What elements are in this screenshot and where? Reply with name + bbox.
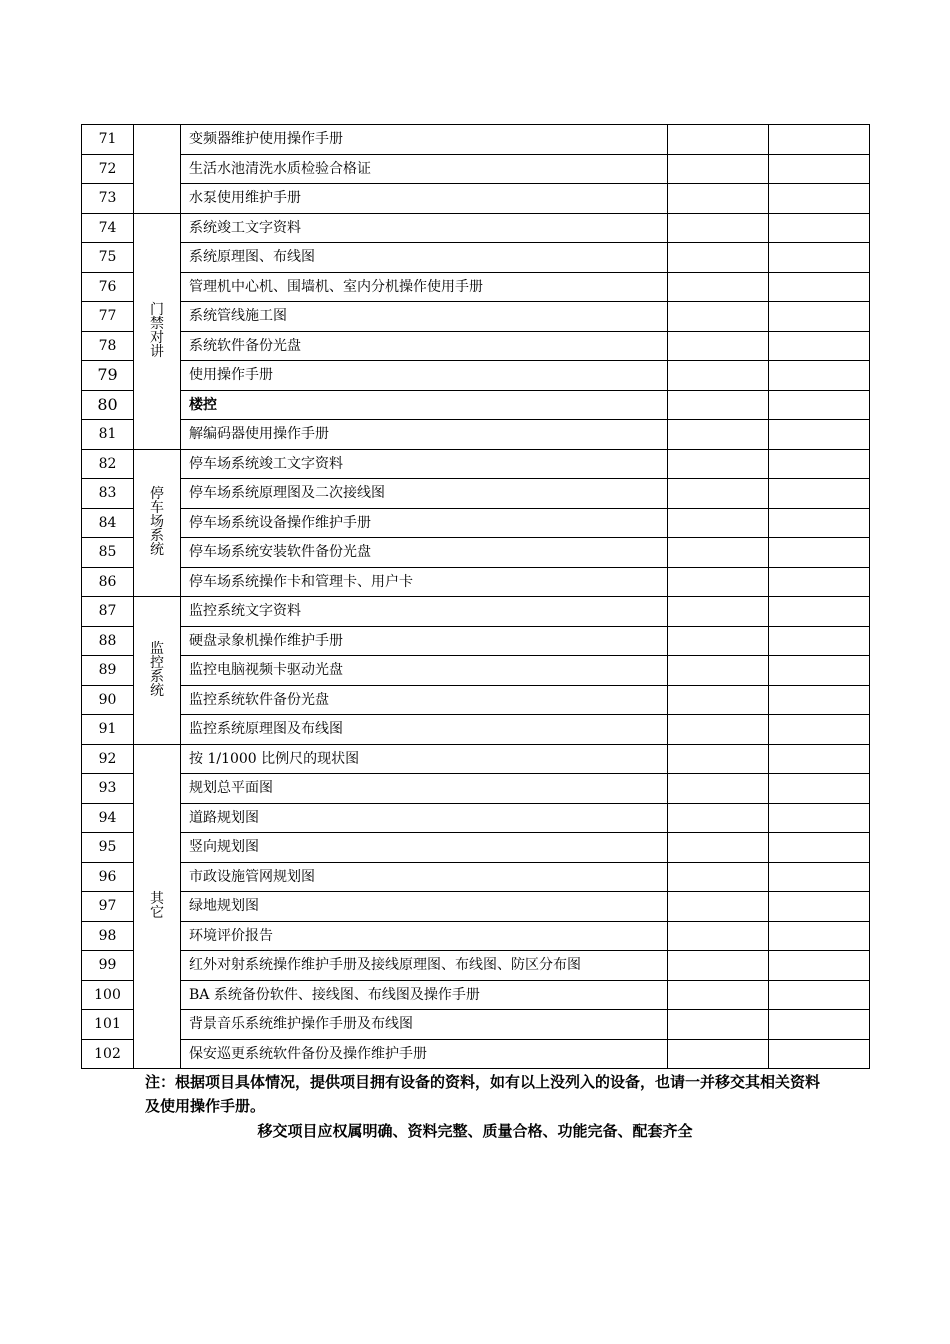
row-number: 76 — [82, 272, 134, 302]
row-number: 71 — [82, 125, 134, 155]
row-number: 75 — [82, 243, 134, 273]
row-blank-cell — [668, 744, 769, 774]
table-row — [82, 331, 870, 361]
row-blank-cell — [668, 567, 769, 597]
table-row — [82, 272, 870, 302]
row-item: 系统管线施工图 — [181, 302, 668, 332]
row-item: 红外对射系统操作维护手册及接线原理图、布线图、防区分布图 — [181, 951, 668, 981]
table-row — [82, 951, 870, 981]
row-number: 95 — [82, 833, 134, 863]
row-number: 102 — [82, 1039, 134, 1069]
table-row — [82, 892, 870, 922]
table-row — [82, 980, 870, 1010]
row-blank-cell — [769, 862, 870, 892]
row-item: 生活水池清洗水质检验合格证 — [181, 154, 668, 184]
row-blank-cell — [769, 243, 870, 273]
row-blank-cell — [769, 479, 870, 509]
row-blank-cell — [769, 892, 870, 922]
table-row — [82, 243, 870, 273]
row-item: 系统原理图、布线图 — [181, 243, 668, 273]
row-blank-cell — [668, 479, 769, 509]
row-number: 83 — [82, 479, 134, 509]
row-number: 91 — [82, 715, 134, 745]
row-blank-cell — [769, 449, 870, 479]
row-number: 97 — [82, 892, 134, 922]
row-number: 85 — [82, 538, 134, 568]
table-row — [82, 449, 870, 479]
row-blank-cell — [668, 154, 769, 184]
row-item: 环境评价报告 — [181, 921, 668, 951]
category-parking: 停车场系统 — [134, 449, 181, 597]
row-blank-cell — [668, 272, 769, 302]
row-item: 背景音乐系统维护操作手册及布线图 — [181, 1010, 668, 1040]
row-item: 监控系统原理图及布线图 — [181, 715, 668, 745]
row-item: 变频器维护使用操作手册 — [181, 125, 668, 155]
row-blank-cell — [769, 272, 870, 302]
row-blank-cell — [769, 420, 870, 450]
category-access: 门禁对讲 — [134, 213, 181, 449]
row-item: 停车场系统竣工文字资料 — [181, 449, 668, 479]
category-other: 其它 — [134, 744, 181, 1069]
row-blank-cell — [769, 331, 870, 361]
row-number: 74 — [82, 213, 134, 243]
row-item: 硬盘录象机操作维护手册 — [181, 626, 668, 656]
table-row — [82, 508, 870, 538]
row-blank-cell — [769, 184, 870, 214]
row-blank-cell — [668, 626, 769, 656]
table-row — [82, 361, 870, 391]
row-item: 市政设施管网规划图 — [181, 862, 668, 892]
row-number: 86 — [82, 567, 134, 597]
row-item: 监控系统软件备份光盘 — [181, 685, 668, 715]
row-blank-cell — [769, 213, 870, 243]
row-blank-cell — [769, 803, 870, 833]
row-blank-cell — [668, 862, 769, 892]
row-blank-cell — [668, 803, 769, 833]
row-number: 89 — [82, 656, 134, 686]
row-blank-cell — [769, 538, 870, 568]
row-item: 道路规划图 — [181, 803, 668, 833]
note-text: 注：根据项目具体情况，提供项目拥有设备的资料，如有以上没列入的设备，也请一并移交其相关资料及使用操作手册。 — [145, 1073, 821, 1115]
row-number: 101 — [82, 1010, 134, 1040]
row-item: 水泵使用维护手册 — [181, 184, 668, 214]
row-blank-cell — [769, 921, 870, 951]
row-blank-cell — [769, 361, 870, 391]
row-blank-cell — [668, 420, 769, 450]
row-blank-cell — [668, 685, 769, 715]
row-item: 系统竣工文字资料 — [181, 213, 668, 243]
row-blank-cell — [668, 833, 769, 863]
table-row — [82, 862, 870, 892]
row-item: 规划总平面图 — [181, 774, 668, 804]
row-blank-cell — [769, 597, 870, 627]
row-item: 楼控 — [181, 390, 668, 420]
row-blank-cell — [668, 508, 769, 538]
table-row — [82, 390, 870, 420]
row-item: 系统软件备份光盘 — [181, 331, 668, 361]
table-row — [82, 213, 870, 243]
row-blank-cell — [668, 951, 769, 981]
handover-table — [81, 124, 870, 1069]
row-blank-cell — [769, 951, 870, 981]
row-blank-cell — [769, 302, 870, 332]
row-number: 98 — [82, 921, 134, 951]
row-number: 73 — [82, 184, 134, 214]
row-item: 停车场系统操作卡和管理卡、用户卡 — [181, 567, 668, 597]
handover-table-wrapper — [81, 124, 869, 1069]
row-item: 保安巡更系统软件备份及操作维护手册 — [181, 1039, 668, 1069]
row-item: 竖向规划图 — [181, 833, 668, 863]
row-number: 81 — [82, 420, 134, 450]
row-blank-cell — [769, 715, 870, 745]
row-item: 使用操作手册 — [181, 361, 668, 391]
row-number: 77 — [82, 302, 134, 332]
row-number: 80 — [82, 390, 134, 420]
row-number: 96 — [82, 862, 134, 892]
table-row — [82, 184, 870, 214]
row-item: BA 系统备份软件、接线图、布线图及操作手册 — [181, 980, 668, 1010]
row-number: 93 — [82, 774, 134, 804]
row-number: 87 — [82, 597, 134, 627]
table-row — [82, 479, 870, 509]
row-item: 监控系统文字资料 — [181, 597, 668, 627]
row-number: 78 — [82, 331, 134, 361]
row-blank-cell — [668, 302, 769, 332]
row-blank-cell — [769, 567, 870, 597]
row-blank-cell — [668, 390, 769, 420]
table-row — [82, 597, 870, 627]
row-blank-cell — [769, 980, 870, 1010]
row-item: 停车场系统设备操作维护手册 — [181, 508, 668, 538]
row-item: 解编码器使用操作手册 — [181, 420, 668, 450]
row-blank-cell — [769, 125, 870, 155]
table-row — [82, 715, 870, 745]
table-row — [82, 744, 870, 774]
table-row — [82, 774, 870, 804]
category-monitor: 监控系统 — [134, 597, 181, 745]
row-blank-cell — [769, 1039, 870, 1069]
table-row — [82, 921, 870, 951]
row-blank-cell — [668, 892, 769, 922]
row-number: 79 — [82, 361, 134, 391]
row-number: 92 — [82, 744, 134, 774]
row-blank-cell — [668, 1039, 769, 1069]
row-blank-cell — [668, 125, 769, 155]
row-number: 90 — [82, 685, 134, 715]
row-number: 100 — [82, 980, 134, 1010]
row-blank-cell — [769, 626, 870, 656]
row-item: 绿地规划图 — [181, 892, 668, 922]
row-number: 84 — [82, 508, 134, 538]
row-blank-cell — [668, 715, 769, 745]
row-item: 管理机中心机、围墙机、室内分机操作使用手册 — [181, 272, 668, 302]
row-blank-cell — [668, 1010, 769, 1040]
table-row — [82, 803, 870, 833]
row-blank-cell — [668, 449, 769, 479]
row-blank-cell — [668, 184, 769, 214]
row-blank-cell — [668, 980, 769, 1010]
table-row — [82, 538, 870, 568]
row-blank-cell — [769, 744, 870, 774]
row-blank-cell — [769, 774, 870, 804]
table-row — [82, 420, 870, 450]
footer-statement: 移交项目应权属明确、资料完整、质量合格、功能完备、配套齐全 — [257, 1122, 693, 1140]
row-blank-cell — [668, 597, 769, 627]
table-row — [82, 1010, 870, 1040]
row-blank-cell — [668, 774, 769, 804]
row-blank-cell — [668, 213, 769, 243]
row-blank-cell — [769, 1010, 870, 1040]
row-item: 停车场系统安装软件备份光盘 — [181, 538, 668, 568]
row-blank-cell — [668, 656, 769, 686]
row-blank-cell — [769, 833, 870, 863]
row-blank-cell — [668, 921, 769, 951]
table-row — [82, 1039, 870, 1069]
table-row — [82, 626, 870, 656]
row-number: 99 — [82, 951, 134, 981]
category-cell-blank — [134, 125, 181, 214]
row-blank-cell — [769, 508, 870, 538]
row-blank-cell — [668, 538, 769, 568]
row-item: 按 1/1000 比例尺的现状图 — [181, 744, 668, 774]
row-blank-cell — [769, 656, 870, 686]
row-number: 82 — [82, 449, 134, 479]
table-row — [82, 154, 870, 184]
row-blank-cell — [769, 390, 870, 420]
table-row — [82, 302, 870, 332]
row-blank-cell — [769, 685, 870, 715]
table-row — [82, 656, 870, 686]
row-number: 72 — [82, 154, 134, 184]
row-item: 监控电脑视频卡驱动光盘 — [181, 656, 668, 686]
table-row — [82, 685, 870, 715]
table-row — [82, 833, 870, 863]
table-row — [82, 567, 870, 597]
row-number: 88 — [82, 626, 134, 656]
row-blank-cell — [668, 361, 769, 391]
row-number: 94 — [82, 803, 134, 833]
row-blank-cell — [668, 331, 769, 361]
row-blank-cell — [769, 154, 870, 184]
table-row — [82, 125, 870, 155]
row-item: 停车场系统原理图及二次接线图 — [181, 479, 668, 509]
row-blank-cell — [668, 243, 769, 273]
